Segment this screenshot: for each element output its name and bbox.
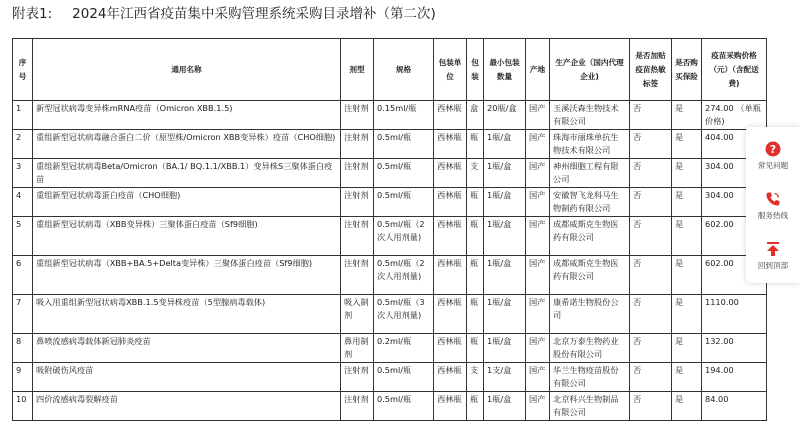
table-cell: 西林瓶: [434, 392, 467, 421]
table-cell: 1: [13, 101, 33, 130]
table-cell: 国产: [526, 188, 550, 217]
table-cell: 瓶: [467, 256, 484, 295]
back-to-top-button[interactable]: [746, 241, 800, 271]
header-cell: 是否加贴疫苗热敏标签: [630, 39, 672, 101]
table-cell: 瓶: [467, 295, 484, 334]
table-cell: 1瓶/盒: [484, 188, 526, 217]
table-cell: 国产: [526, 256, 550, 295]
table-cell: 成都威斯克生物医药有限公司: [550, 217, 630, 256]
table-cell: 8: [13, 334, 33, 363]
table-cell: 7: [13, 295, 33, 334]
table-cell: 0.5ml/瓶（3次人用剂量): [374, 295, 434, 334]
table-cell: 西林瓶: [434, 217, 467, 256]
table-cell: 是: [672, 392, 702, 421]
table-cell: 是: [672, 159, 702, 188]
table-cell: 重组新型冠状病毒蛋白疫苗（CHO细胞): [33, 188, 341, 217]
table-cell: 鼻喷流感病毒载体新冠肺炎疫苗: [33, 334, 341, 363]
table-cell: 西林瓶: [434, 101, 467, 130]
table-cell: 西林瓶: [434, 159, 467, 188]
table-cell: 安徽智飞龙科马生物制药有限公司: [550, 188, 630, 217]
table-cell: 注射剂: [341, 256, 374, 295]
table-cell: 1瓶/盒: [484, 159, 526, 188]
table-cell: 注射剂: [341, 159, 374, 188]
table-cell: 是: [672, 334, 702, 363]
table-cell: 否: [630, 159, 672, 188]
procurement-table: [12, 38, 767, 421]
table-cell: 0.5ml/瓶: [374, 130, 434, 159]
table-cell: 神州细胞工程有限公司: [550, 159, 630, 188]
table-cell: 0.15ml/瓶: [374, 101, 434, 130]
table-cell: 国产: [526, 392, 550, 421]
table-cell: 重组新型冠状病毒融合蛋白二价（原型株/Omicron XBB变异株）疫苗（CHO细胞): [33, 130, 341, 159]
table-cell: 注射剂: [341, 217, 374, 256]
header-cell: 生产企业（国内代理企业): [550, 39, 630, 101]
header-cell: 是否购买保险: [672, 39, 702, 101]
table-cell: 西林瓶: [434, 256, 467, 295]
table-cell: 否: [630, 334, 672, 363]
table-cell: 西林瓶: [434, 334, 467, 363]
table-cell: 84.00: [702, 392, 767, 421]
table-cell: 0.5ml/瓶（2次人用剂量): [374, 256, 434, 295]
table-cell: 瓶: [467, 217, 484, 256]
table-cell: 北京科兴生物制品有限公司: [550, 392, 630, 421]
table-cell: 1瓶/盒: [484, 217, 526, 256]
header-cell: 规格: [374, 39, 434, 101]
table-cell: 5: [13, 217, 33, 256]
table-row: [13, 295, 767, 334]
page-title: [12, 2, 436, 22]
table-cell: 新型冠状病毒变异株mRNA疫苗（Omicron XBB.1.5): [33, 101, 341, 130]
table-cell: 否: [630, 217, 672, 256]
table-cell: 1瓶/盒: [484, 256, 526, 295]
table-cell: 是: [672, 188, 702, 217]
table-cell: 吸附破伤风疫苗: [33, 363, 341, 392]
table-cell: 是: [672, 101, 702, 130]
table-cell: 注射剂: [341, 363, 374, 392]
faq-button[interactable]: [746, 141, 800, 171]
table-row: [13, 334, 767, 363]
table-cell: 珠海市丽珠单抗生物技术有限公司: [550, 130, 630, 159]
table-cell: 鼻用制剂: [341, 334, 374, 363]
table-cell: 吸入制剂: [341, 295, 374, 334]
table-cell: 国产: [526, 363, 550, 392]
table-row: [13, 363, 767, 392]
table-cell: 是: [672, 295, 702, 334]
header-cell: 序号: [13, 39, 33, 101]
question-icon: [765, 141, 781, 157]
table-cell: 3: [13, 159, 33, 188]
table-cell: 西林瓶: [434, 130, 467, 159]
table-cell: 274.00 （单瓶价格): [702, 101, 767, 130]
phone-icon: [765, 191, 781, 207]
table-row: [13, 188, 767, 217]
title-text: 2024年江西省疫苗集中采购管理系统采购目录增补（第二次): [72, 6, 436, 22]
table-cell: 重组新型冠状病毒（XBB变异株）三聚体蛋白疫苗（Sf9细胞): [33, 217, 341, 256]
table-row: [13, 256, 767, 295]
table-cell: 支: [467, 363, 484, 392]
header-cell: 通用名称: [33, 39, 341, 101]
table-cell: 1瓶/盒: [484, 334, 526, 363]
table-cell: 194.00: [702, 363, 767, 392]
table-cell: 是: [672, 256, 702, 295]
table-cell: 否: [630, 256, 672, 295]
table-cell: 6: [13, 256, 33, 295]
header-cell: 产地: [526, 39, 550, 101]
header-cell: 最小包装数量: [484, 39, 526, 101]
back-to-top-label: 回到顶部: [757, 261, 789, 270]
table-cell: 否: [630, 188, 672, 217]
table-cell: 否: [630, 130, 672, 159]
table-cell: 国产: [526, 159, 550, 188]
table-cell: 成都威斯克生物医药有限公司: [550, 256, 630, 295]
table-cell: 1支/盒: [484, 363, 526, 392]
table-cell: 是: [672, 217, 702, 256]
table-cell: 304.00: [702, 159, 767, 188]
table-cell: 否: [630, 392, 672, 421]
header-cell: 疫苗采购价格（元）（含配送费): [702, 39, 767, 101]
table-cell: 0.5ml/瓶（2次人用剂量): [374, 217, 434, 256]
faq-label: 常见问题: [757, 161, 789, 170]
hotline-label: 服务热线: [757, 211, 789, 220]
table-cell: 注射剂: [341, 130, 374, 159]
table-cell: 132.00: [702, 334, 767, 363]
table-cell: 国产: [526, 295, 550, 334]
header-cell: 包装单位: [434, 39, 467, 101]
table-cell: 1瓶/盒: [484, 392, 526, 421]
table-cell: 否: [630, 363, 672, 392]
table-cell: 重组新型冠状病毒（XBB+BA.5+Delta变异株）三聚体蛋白疫苗（Sf9细胞): [33, 256, 341, 295]
table-cell: 支: [467, 159, 484, 188]
table-cell: 国产: [526, 130, 550, 159]
table-cell: 注射剂: [341, 101, 374, 130]
table-cell: 重组新型冠状病毒Beta/Omicron（BA.1/ BQ.1.1/XBB.1）变异株S三聚体蛋白疫苗: [33, 159, 341, 188]
table-cell: 注射剂: [341, 392, 374, 421]
table-cell: 四价流感病毒裂解疫苗: [33, 392, 341, 421]
table-row: [13, 130, 767, 159]
table-cell: 2: [13, 130, 33, 159]
table-cell: 否: [630, 295, 672, 334]
table-cell: 304.00: [702, 188, 767, 217]
table-row: [13, 101, 767, 130]
table-cell: 602.00: [702, 256, 767, 295]
table-cell: 0.2ml/瓶: [374, 334, 434, 363]
table-cell: 9: [13, 363, 33, 392]
table-cell: 否: [630, 101, 672, 130]
table-cell: 国产: [526, 217, 550, 256]
table-cell: 瓶: [467, 334, 484, 363]
table-cell: 4: [13, 188, 33, 217]
table-cell: 404.00: [702, 130, 767, 159]
table-cell: 注射剂: [341, 188, 374, 217]
table-cell: 盒: [467, 101, 484, 130]
arrow-up-icon: [765, 241, 781, 257]
table-cell: 1瓶/盒: [484, 130, 526, 159]
table-row: [13, 392, 767, 421]
table-cell: 瓶: [467, 130, 484, 159]
header-cell: 剂型: [341, 39, 374, 101]
table-cell: 是: [672, 130, 702, 159]
table-cell: 瓶: [467, 392, 484, 421]
title-prefix: 附表1:: [12, 6, 53, 22]
table-cell: 西林瓶: [434, 363, 467, 392]
hotline-button[interactable]: [746, 191, 800, 221]
table-cell: 北京万泰生物药业股份有限公司: [550, 334, 630, 363]
table-cell: 瓶: [467, 188, 484, 217]
table-cell: 吸入用重组新型冠状病毒XBB.1.5变异株疫苗（5型腺病毒载体): [33, 295, 341, 334]
table-cell: 1瓶/盒: [484, 295, 526, 334]
table-cell: 0.5ml/瓶: [374, 188, 434, 217]
table-cell: 华兰生物疫苗股份有限公司: [550, 363, 630, 392]
table-cell: 国产: [526, 334, 550, 363]
table-cell: 国产: [526, 101, 550, 130]
table-cell: 0.5ml/瓶: [374, 392, 434, 421]
table-cell: 西林瓶: [434, 295, 467, 334]
floating-service-bar: [746, 127, 800, 283]
header-cell: 包装: [467, 39, 484, 101]
table-cell: 康希诺生物股份公司: [550, 295, 630, 334]
table-cell: 0.5ml/瓶: [374, 159, 434, 188]
table-row: [13, 217, 767, 256]
table-cell: 1110.00: [702, 295, 767, 334]
table-cell: 玉溪沃森生物技术有限公司: [550, 101, 630, 130]
table-cell: 0.5ml/瓶: [374, 363, 434, 392]
table-cell: 602.00: [702, 217, 767, 256]
table-cell: 20瓶/盒: [484, 101, 526, 130]
table-cell: 10: [13, 392, 33, 421]
svg-text:?: ?: [769, 143, 777, 156]
table-row: [13, 159, 767, 188]
table-cell: 西林瓶: [434, 188, 467, 217]
table-header-row: [13, 39, 767, 101]
table-cell: 是: [672, 363, 702, 392]
